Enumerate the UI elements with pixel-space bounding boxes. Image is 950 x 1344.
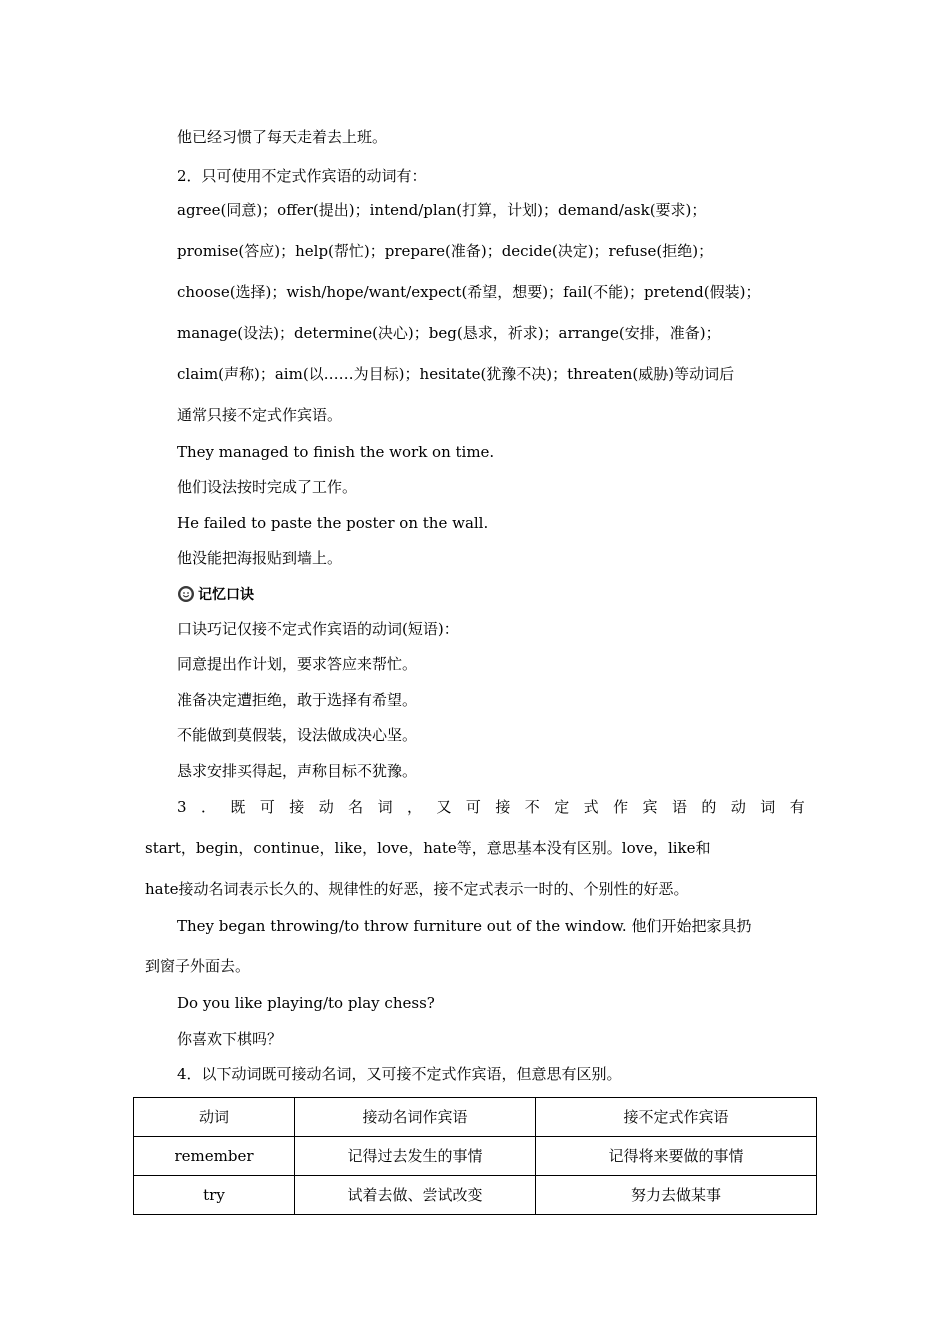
memo-heading-text: 记忆口诀 [198,587,254,603]
table-cell: 努力去做某事 [536,1176,817,1215]
char: 可 [465,798,481,816]
memo-verse: 不能做到莫假装，设法做成决心坚。 [177,726,418,744]
table-row [134,1137,817,1176]
verb-list-line: agree(同意)；offer(提出)；intend/plan(打算，计划)；demand/ask(要求)； [177,201,707,219]
table-header-row [134,1098,817,1137]
example-sentence: They managed to finish the work on time. [177,443,495,461]
char: ． [200,798,216,816]
example-sentence: They began throwing/to throw furniture out of the window. 他们开始把家具扔 [177,917,752,935]
table-cell: 试着去做、尝试改变 [295,1176,536,1215]
char: 词 [377,798,393,816]
char: 又 [436,798,452,816]
table-cell: 记得将来要做的事情 [536,1137,817,1176]
verb-comparison-table [133,1097,817,1215]
example-translation: 他们设法按时完成了工作。 [177,478,358,496]
table-header-cell: 动词 [134,1098,295,1137]
char: 动 [730,798,746,816]
text-line: 他已经习惯了每天走着去上班。 [177,128,388,146]
memo-intro: 口诀巧记仅接不定式作宾语的动词(短语)： [177,620,459,638]
example-sentence: Do you like playing/to play chess? [177,994,435,1012]
table-cell: try [134,1176,295,1215]
example-sentence: He failed to paste the poster on the wall. [177,514,489,532]
char: 名 [348,798,364,816]
verb-list-line: 通常只接不定式作宾语。 [177,406,343,424]
char: 宾 [642,798,658,816]
verb-list-line: promise(答应)；help(帮忙)；prepare(准备)；decide(决定)；refuse(拒绝)； [177,242,714,260]
char: 3 [177,798,187,816]
memo-verse: 准备决定遭拒绝，敢于选择有希望。 [177,691,418,709]
char: 接 [289,798,305,816]
verb-list-line: claim(声称)；aim(以……为目标)；hesitate(犹豫不决)；threaten(威胁)等动词后 [177,365,735,383]
verb-list-line: manage(设法)；determine(决心)；beg(恳求，祈求)；arrange(安排，准备)； [177,324,721,342]
verb-list-line: choose(选择)；wish/hope/want/expect(希望，想要)；fail(不能)；pretend(假装)； [177,283,761,301]
memo-heading [177,584,254,604]
char: 作 [613,798,629,816]
char: 动 [318,798,334,816]
char: 的 [701,798,717,816]
section-3-title [177,797,805,817]
table-header-cell: 接不定式作宾语 [536,1098,817,1137]
char: ， [407,798,423,816]
char: 有 [789,798,805,816]
smiley-icon [177,585,195,603]
char: 既 [230,798,246,816]
memo-verse: 恳求安排买得起，声称目标不犹豫。 [177,762,418,780]
table-header-cell: 接动名词作宾语 [295,1098,536,1137]
example-translation: 他没能把海报贴到墙上。 [177,549,343,567]
char: 定 [554,798,570,816]
memo-verse: 同意提出作计划，要求答应来帮忙。 [177,655,418,673]
section-4-title: 4．以下动词既可接动名词，又可接不定式作宾语，但意思有区别。 [177,1065,622,1083]
table-row [134,1176,817,1215]
char: 语 [671,798,687,816]
char: 不 [524,798,540,816]
paragraph-line: start，begin，continue，like，love，hate等，意思基本没有区别。love，like和 [145,839,711,857]
paragraph-line: hate接动名词表示长久的、规律性的好恶，接不定式表示一时的、个别性的好恶。 [145,880,689,898]
char: 式 [583,798,599,816]
char: 接 [495,798,511,816]
char: 可 [259,798,275,816]
example-translation: 你喜欢下棋吗？ [177,1030,283,1048]
example-translation: 到窗子外面去。 [145,957,251,975]
section-2-title: 2．只可使用不定式作宾语的动词有： [177,167,427,185]
char: 词 [760,798,776,816]
table-cell: 记得过去发生的事情 [295,1137,536,1176]
table-cell: remember [134,1137,295,1176]
